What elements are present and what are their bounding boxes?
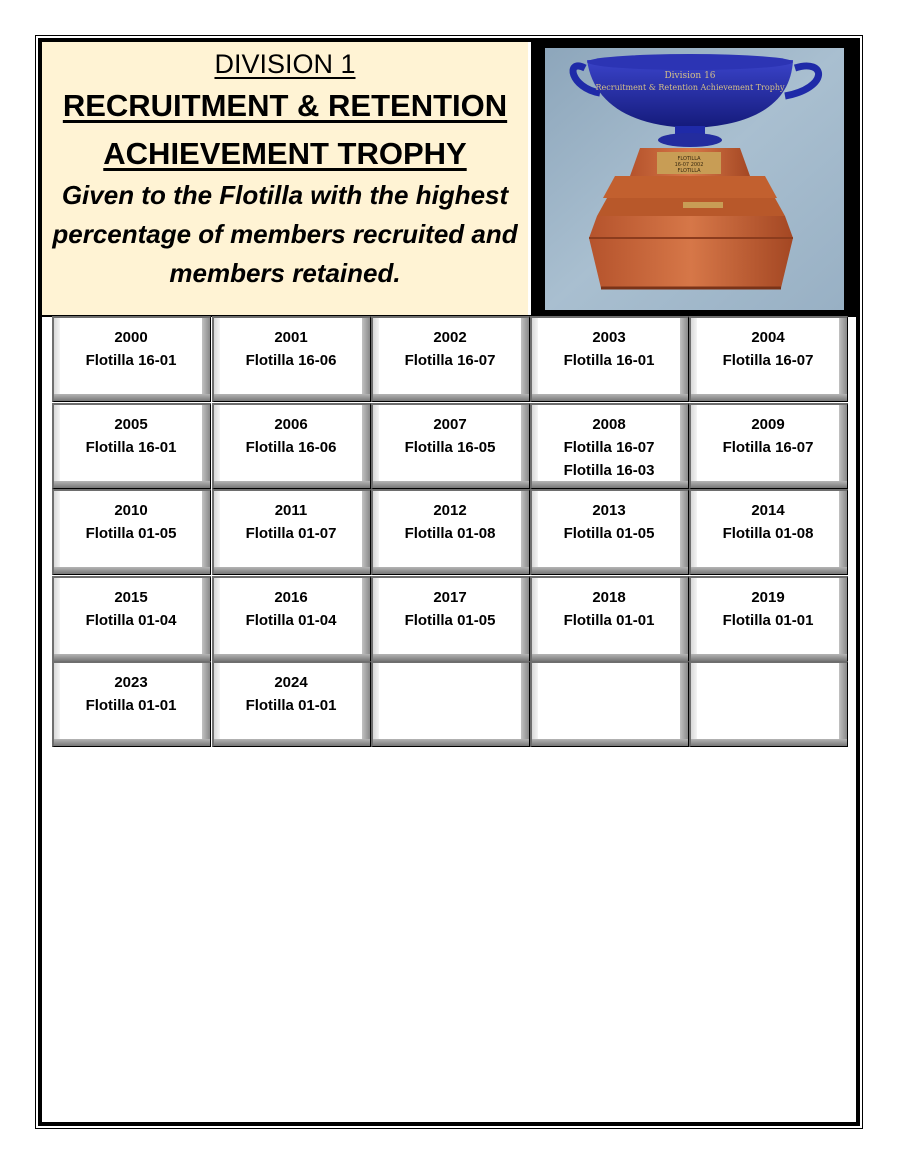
winner-flotilla: Flotilla 16-01 [85,352,177,369]
winner-year: 2024 [274,674,308,691]
plaque-text [697,413,839,459]
winner-plaque [371,403,530,489]
winner-flotilla: Flotilla 16-07 [404,352,496,369]
plaque-text [60,413,202,459]
plaque-bevel [839,491,847,574]
winner-year: 2001 [274,329,308,346]
winner-flotilla: Flotilla 01-08 [404,525,496,542]
winner-flotilla: Flotilla 01-04 [245,612,337,629]
plaque-text [60,586,202,632]
winner-flotilla: Flotilla 16-06 [245,439,337,456]
plaque-bevel [691,567,847,574]
winner-flotilla: Flotilla 01-05 [404,612,496,629]
plaque-text [379,586,521,632]
division-heading: DIVISION 1 [214,49,356,79]
plaque-bevel [54,739,210,746]
plaque-line-3: FLOTILLA [677,168,701,174]
plaque-bevel [54,567,210,574]
plaque-bevel [839,663,847,746]
plaque-text [60,671,202,717]
winner-year: 2004 [751,329,785,346]
plaque-bevel [54,394,210,401]
plaque-text [220,413,362,459]
plaque-bevel [521,491,529,574]
winner-flotilla: Flotilla 01-01 [85,697,177,714]
plaque-text [379,413,521,459]
plaque-text [60,326,202,372]
winner-plaque [530,489,689,575]
plaque-text [538,413,680,482]
plaque-text [697,326,839,372]
trophy-engraving-2: Recruitment & Retention Achievement Trophy [595,83,785,92]
plaque-bevel [839,405,847,488]
plaque-bevel [532,481,688,488]
empty-plaque [371,661,530,747]
plaque-text [538,586,680,632]
winner-plaque [212,316,371,402]
plaque-text [697,586,839,632]
plaque-bevel [214,394,370,401]
plaque-bevel [373,739,529,746]
plaque-bevel [373,663,379,746]
winner-plaque [530,316,689,402]
trophy-engraving-1: Division 16 [664,71,716,81]
plaque-bevel [202,578,210,661]
winner-flotilla: Flotilla 01-07 [245,525,337,542]
winner-year: 2000 [114,329,148,346]
plaque-bevel [362,318,370,401]
empty-plaque [530,661,689,747]
plaque-text [220,326,362,372]
plaque-text [220,499,362,545]
plaque-bevel [214,567,370,574]
plaque-bevel [202,663,210,746]
plaque-text [538,499,680,545]
winner-flotilla: Flotilla 16-07 [722,439,814,456]
winner-flotilla: Flotilla 16-01 [563,352,655,369]
plaque-bevel [54,654,210,661]
plaque-text [538,326,680,372]
plaque-bevel [839,578,847,661]
winner-year: 2006 [274,416,308,433]
plaque-bevel [532,663,538,746]
plaque-bevel [680,318,688,401]
winner-plaque [689,316,848,402]
plaque-bevel [532,394,688,401]
winner-plaque [52,316,211,402]
winner-year: 2016 [274,589,308,606]
plaque-bevel [214,481,370,488]
plaque-bevel [362,578,370,661]
winner-year: 2003 [592,329,626,346]
plaque-line-2: 16-07 2002 [674,162,704,168]
plaque-bevel [202,318,210,401]
plaque-text [697,499,839,545]
winner-plaque [371,576,530,662]
winner-plaque [689,489,848,575]
trophy-title-line-1: RECRUITMENT & RETENTION [62,88,508,123]
winner-plaque [371,489,530,575]
plaque-bevel [521,578,529,661]
winner-year: 2019 [751,589,785,606]
plaque-bevel [521,663,529,746]
winner-year: 2012 [433,502,467,519]
plaque-bevel [373,394,529,401]
winner-plaque [689,576,848,662]
trophy-photo [545,48,844,310]
winner-year: 2011 [274,502,308,519]
winner-plaque [212,489,371,575]
plaque-line-1: FLOTILLA [677,156,701,162]
plaque-bevel [521,405,529,488]
winner-flotilla: Flotilla 01-01 [722,612,814,629]
winner-plaque [212,403,371,489]
winner-year: 2014 [751,502,785,519]
winner-flotilla: Flotilla 16-06 [245,352,337,369]
plaque-bevel [691,481,847,488]
winner-year: 2008 [592,416,626,433]
winner-plaque [52,489,211,575]
winner-year: 2023 [114,674,148,691]
plaque-text [60,499,202,545]
plaque-text [220,671,362,717]
plaque-bevel [691,394,847,401]
winner-flotilla: Flotilla 16-07 [722,352,814,369]
winner-plaque [52,576,211,662]
plaque-bevel [202,405,210,488]
plaque-bevel [532,567,688,574]
plaque-bevel [373,481,529,488]
winner-year: 2009 [751,416,785,433]
plaque-bevel [373,654,529,661]
winner-flotilla: Flotilla 16-03 [563,462,655,479]
winner-year: 2017 [433,589,467,606]
winner-flotilla: Flotilla 01-04 [85,612,177,629]
winner-year: 2007 [433,416,467,433]
plaque-bevel [691,739,847,746]
plaque-bevel [373,567,529,574]
winner-flotilla: Flotilla 01-01 [563,612,655,629]
winner-year: 2018 [592,589,626,606]
plaque-bevel [54,481,210,488]
winner-flotilla: Flotilla 01-05 [85,525,177,542]
plaque-text [220,586,362,632]
winner-plaque [212,576,371,662]
winner-plaque [212,661,371,747]
winner-plaque [530,403,689,489]
winner-year: 2015 [114,589,148,606]
plaque-bevel [680,663,688,746]
plaque-bevel [214,654,370,661]
plaque-text [379,499,521,545]
winner-flotilla: Flotilla 16-07 [563,439,655,456]
trophy-photo-panel [531,42,858,316]
plaque-bevel [680,405,688,488]
trophy-title-line-2: ACHIEVEMENT TROPHY [103,136,467,171]
plaque-bevel [202,491,210,574]
plaque-bevel [691,663,697,746]
winner-flotilla: Flotilla 16-05 [404,439,496,456]
winner-flotilla: Flotilla 01-05 [563,525,655,542]
plaque-bevel [362,491,370,574]
winner-plaque [371,316,530,402]
winner-year: 2013 [592,502,626,519]
plaque-bevel [362,663,370,746]
winner-plaque [52,403,211,489]
empty-plaque [689,661,848,747]
winner-flotilla: Flotilla 16-01 [85,439,177,456]
winner-flotilla: Flotilla 01-08 [722,525,814,542]
plaque-bevel [214,739,370,746]
plaque-bevel [839,318,847,401]
plaque-bevel [680,578,688,661]
winner-plaque [52,661,211,747]
plaque-bevel [521,318,529,401]
winner-flotilla: Flotilla 01-01 [245,697,337,714]
winner-plaque [689,403,848,489]
trophy-description: Given to the Flotilla with the highest percentage of members recruited and members retained. [52,180,518,288]
plaque-bevel [532,739,688,746]
winner-year: 2010 [114,502,148,519]
plaque-text [379,326,521,372]
plaque-bevel [680,491,688,574]
plaque-bevel [532,654,688,661]
winner-plaque [530,576,689,662]
trophy-header [42,42,528,316]
winner-year: 2002 [433,329,467,346]
plaque-bevel [362,405,370,488]
plaque-bevel [691,654,847,661]
winner-year: 2005 [114,416,148,433]
